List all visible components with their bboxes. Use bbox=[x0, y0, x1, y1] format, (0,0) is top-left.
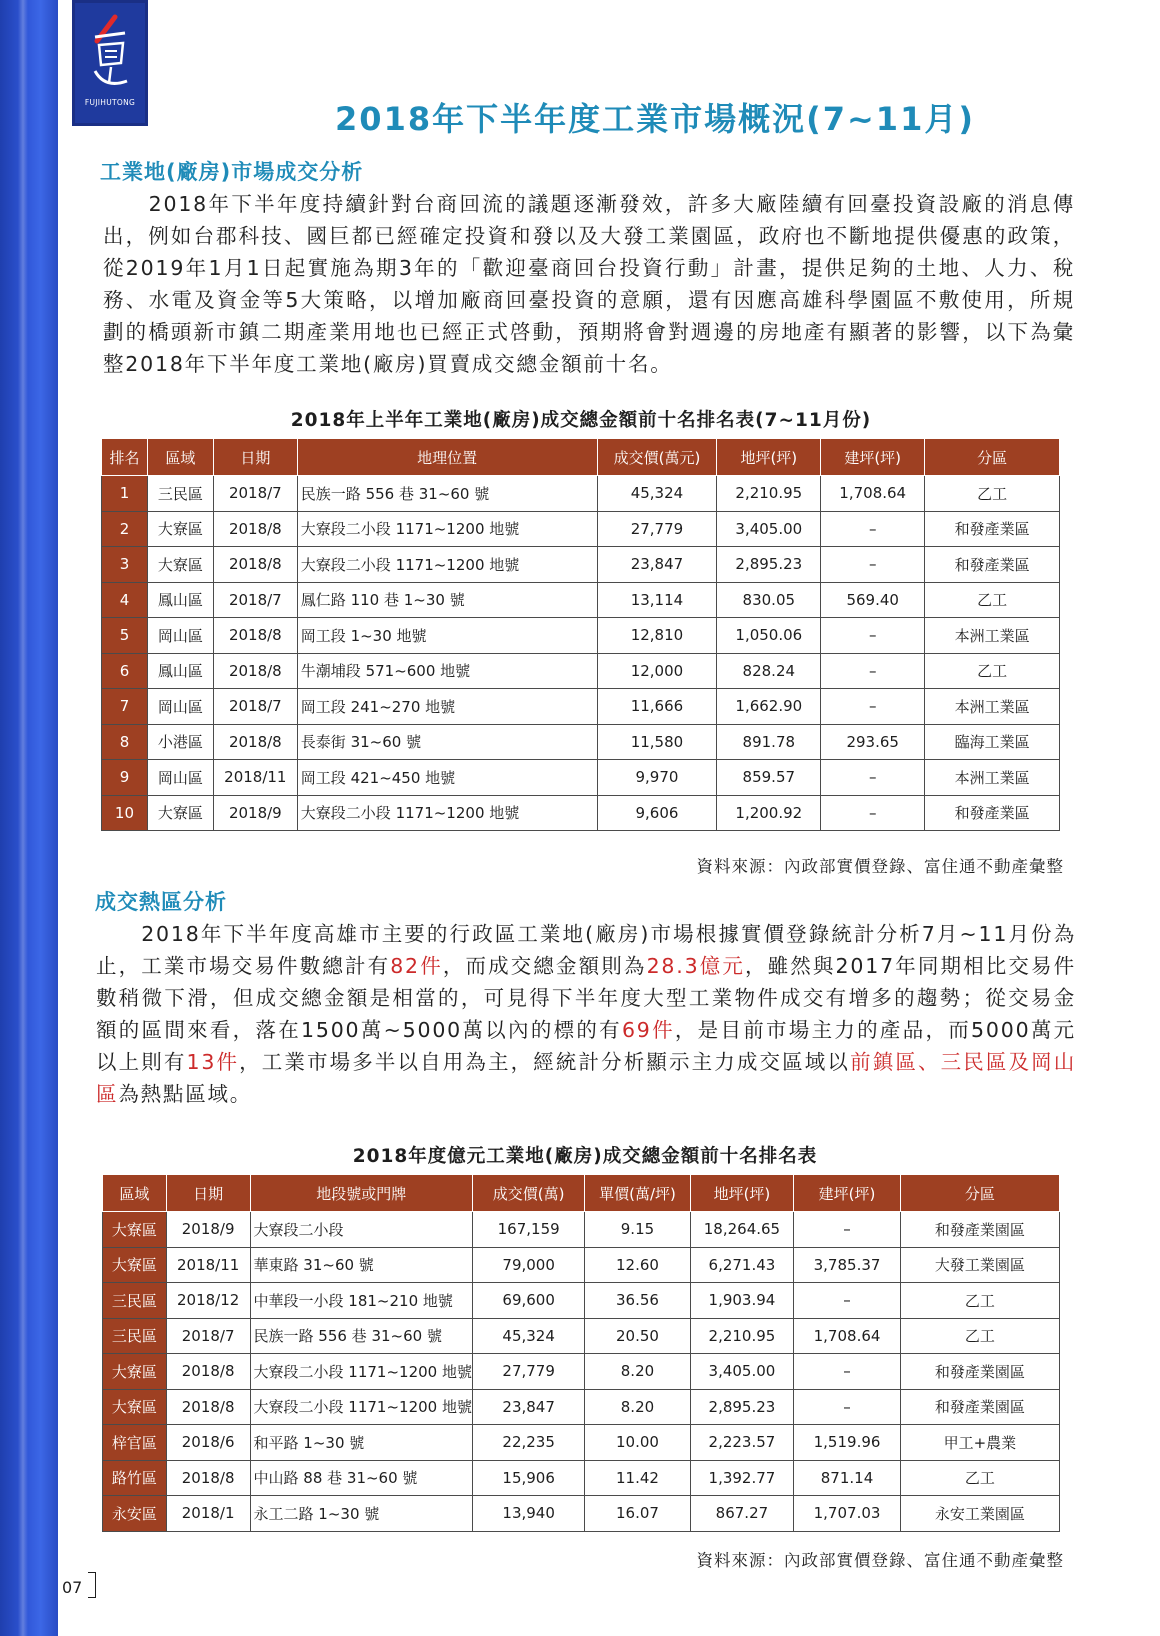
highlight-mid-range-count: 69件 bbox=[621, 1018, 675, 1042]
page-number-bracket bbox=[88, 1572, 96, 1598]
logo-text: FUJIHUTONG bbox=[84, 98, 136, 107]
hot-zone-paragraph: 2018年下半年度高雄市主要的行政區工業地(廠房)市場根據實價登錄統計分析7月~11月份為止，工業市場交易件數總計有82件，而成交總金額則為28.3億元，雖然與2017年同期相比交易件數稍微下滑，但成交總金額是相當的，可見得下半年度大型工業物件成交有增多的趨勢；從交易金額的區間來看，落在1500萬~5000萬以內的標的有69件，是目前市場主力的產品，而5000萬元以上則有13件，工業市場多半以自用為主，經統計分析顯示主力成交區域以前鎮區、三民區及岡山區為熱點區域。 bbox=[96, 922, 1076, 1106]
table-cell: 9.15 bbox=[585, 1212, 690, 1248]
table-cell: 10 bbox=[102, 795, 148, 831]
table-row bbox=[102, 795, 1060, 831]
table-row bbox=[103, 1389, 1060, 1425]
table-cell: 民族一路 556 巷 31~60 號 bbox=[297, 476, 597, 512]
table-header-cell: 地坪(坪) bbox=[690, 1175, 794, 1212]
table-cell: 2018/7 bbox=[166, 1318, 250, 1354]
table-cell: 11,666 bbox=[597, 689, 717, 725]
table-cell: 乙工 bbox=[925, 653, 1060, 689]
table-cell: 和發產業園區 bbox=[900, 1354, 1059, 1390]
table-header-cell: 排名 bbox=[102, 439, 148, 476]
table-cell: 2018/8 bbox=[213, 618, 297, 654]
table-header-cell: 日期 bbox=[213, 439, 297, 476]
table-cell: 2018/9 bbox=[213, 795, 297, 831]
table-row bbox=[103, 1247, 1060, 1283]
table-cell: 三民區 bbox=[147, 476, 213, 512]
table-cell: 3,405.00 bbox=[690, 1354, 794, 1390]
table-cell: 2018/7 bbox=[213, 689, 297, 725]
table-cell: 和發產業園區 bbox=[900, 1389, 1059, 1425]
table1-source: 資料來源：內政部實價登錄、富住通不動產彙整 bbox=[696, 857, 1064, 876]
table-cell: 8.20 bbox=[585, 1354, 690, 1390]
table-cell: 1,392.77 bbox=[690, 1460, 794, 1496]
table-header-cell: 單價(萬/坪) bbox=[585, 1175, 690, 1212]
table-cell: 16.07 bbox=[585, 1496, 690, 1532]
page-title: 2018年下半年度工業市場概況(7~11月) bbox=[335, 100, 975, 138]
highlight-total-amount: 28.3億元 bbox=[646, 954, 746, 978]
table-cell: 2018/1 bbox=[166, 1496, 250, 1532]
table-row bbox=[103, 1212, 1060, 1248]
table-row bbox=[103, 1460, 1060, 1496]
table-cell: 79,000 bbox=[472, 1247, 584, 1283]
table-cell: – bbox=[821, 547, 925, 583]
table-cell: 大寮段二小段 1171~1200 地號 bbox=[297, 547, 597, 583]
table-cell: 867.27 bbox=[690, 1496, 794, 1532]
table-cell: 20.50 bbox=[585, 1318, 690, 1354]
table-cell: 2018/7 bbox=[213, 582, 297, 618]
table-cell: 2018/8 bbox=[213, 653, 297, 689]
table-header-cell: 地理位置 bbox=[297, 439, 597, 476]
table-cell: 1,708.64 bbox=[821, 476, 925, 512]
table-cell: – bbox=[821, 618, 925, 654]
table-cell: – bbox=[821, 795, 925, 831]
table-cell: – bbox=[821, 653, 925, 689]
table-cell: 岡山區 bbox=[147, 689, 213, 725]
table-cell: 和發產業園區 bbox=[900, 1212, 1059, 1248]
table-cell: 大寮段二小段 bbox=[250, 1212, 472, 1248]
table-cell: 569.40 bbox=[821, 582, 925, 618]
highlight-case-count: 82件 bbox=[390, 954, 443, 978]
table2-source: 資料來源：內政部實價登錄、富住通不動產彙整 bbox=[696, 1551, 1064, 1570]
highlight-high-range-count: 13件 bbox=[186, 1050, 240, 1074]
logo-mark-icon bbox=[85, 11, 135, 95]
table-header-cell: 區域 bbox=[147, 439, 213, 476]
table-cell: 6,271.43 bbox=[690, 1247, 794, 1283]
table-header-cell: 建坪(坪) bbox=[821, 439, 925, 476]
billion-transactions-table bbox=[102, 1174, 1060, 1532]
table-cell: 乙工 bbox=[925, 582, 1060, 618]
table-cell: 2 bbox=[102, 511, 148, 547]
table-cell: 小港區 bbox=[147, 724, 213, 760]
table-cell: 2018/8 bbox=[166, 1354, 250, 1390]
table-cell: 大寮段二小段 1171~1200 地號 bbox=[250, 1354, 472, 1390]
table-cell: 1,200.92 bbox=[717, 795, 821, 831]
table-row bbox=[102, 476, 1060, 512]
table-cell: 長泰街 31~60 號 bbox=[297, 724, 597, 760]
table-cell: 永安區 bbox=[103, 1496, 167, 1532]
table-cell: 中山路 88 巷 31~60 號 bbox=[250, 1460, 472, 1496]
table-cell: 大寮段二小段 1171~1200 地號 bbox=[250, 1389, 472, 1425]
table-cell: – bbox=[821, 511, 925, 547]
table-cell: 大寮區 bbox=[103, 1354, 167, 1390]
table-cell: 乙工 bbox=[925, 476, 1060, 512]
table-row bbox=[102, 653, 1060, 689]
table-cell: 大發工業園區 bbox=[900, 1247, 1059, 1283]
table-cell: 岡山區 bbox=[147, 618, 213, 654]
left-decorative-bar bbox=[0, 0, 58, 1636]
table-cell: 永工二路 1~30 號 bbox=[250, 1496, 472, 1532]
table-cell: 5 bbox=[102, 618, 148, 654]
table-cell: 2,223.57 bbox=[690, 1425, 794, 1461]
table-row bbox=[102, 689, 1060, 725]
table-cell: – bbox=[794, 1283, 901, 1319]
table-cell: 9,970 bbox=[597, 760, 717, 796]
table-cell: 2,895.23 bbox=[717, 547, 821, 583]
table-cell: 2,210.95 bbox=[717, 476, 821, 512]
table-cell: 2018/9 bbox=[166, 1212, 250, 1248]
table-cell: 3 bbox=[102, 547, 148, 583]
table-cell: 12,810 bbox=[597, 618, 717, 654]
table-cell: 1,662.90 bbox=[717, 689, 821, 725]
table-cell: 2018/8 bbox=[166, 1460, 250, 1496]
page-number: 07 bbox=[62, 1578, 83, 1597]
table-cell: 本洲工業區 bbox=[925, 618, 1060, 654]
table-cell: 859.57 bbox=[717, 760, 821, 796]
table-cell: 45,324 bbox=[472, 1318, 584, 1354]
table-cell: 11,580 bbox=[597, 724, 717, 760]
table-cell: 13,940 bbox=[472, 1496, 584, 1532]
table-row bbox=[103, 1496, 1060, 1532]
table-cell: 2018/7 bbox=[213, 476, 297, 512]
table-header-cell: 建坪(坪) bbox=[794, 1175, 901, 1212]
table-cell: 1,050.06 bbox=[717, 618, 821, 654]
table-cell: 2018/8 bbox=[213, 724, 297, 760]
highlight-hot-districts: 前鎮區、三民區及岡山區 bbox=[96, 1050, 1076, 1106]
table-cell: 岡工段 241~270 地號 bbox=[297, 689, 597, 725]
table-cell: – bbox=[794, 1212, 901, 1248]
table-cell: 大寮區 bbox=[147, 795, 213, 831]
table-cell: 民族一路 556 巷 31~60 號 bbox=[250, 1318, 472, 1354]
table2-title: 2018年度億元工業地(廠房)成交總金額前十名排名表 bbox=[352, 1146, 818, 1167]
table-cell: 1,707.03 bbox=[794, 1496, 901, 1532]
table-cell: 69,600 bbox=[472, 1283, 584, 1319]
brand-logo bbox=[72, 0, 148, 126]
table-row bbox=[103, 1354, 1060, 1390]
table-cell: 和發產業區 bbox=[925, 547, 1060, 583]
table-cell: 13,114 bbox=[597, 582, 717, 618]
table-row bbox=[102, 582, 1060, 618]
table-row bbox=[103, 1283, 1060, 1319]
table-cell: 15,906 bbox=[472, 1460, 584, 1496]
table-cell: 18,264.65 bbox=[690, 1212, 794, 1248]
table-cell: 中華段一小段 181~210 地號 bbox=[250, 1283, 472, 1319]
table-cell: 2018/11 bbox=[213, 760, 297, 796]
table-row bbox=[103, 1318, 1060, 1354]
table-cell: 岡工段 1~30 地號 bbox=[297, 618, 597, 654]
table-cell: 乙工 bbox=[900, 1283, 1059, 1319]
table-cell: 12,000 bbox=[597, 653, 717, 689]
table-cell: 和發產業區 bbox=[925, 511, 1060, 547]
table-cell: 871.14 bbox=[794, 1460, 901, 1496]
table-cell: 臨海工業區 bbox=[925, 724, 1060, 760]
table-cell: 36.56 bbox=[585, 1283, 690, 1319]
table-cell: 1,708.64 bbox=[794, 1318, 901, 1354]
table-cell: 1,903.94 bbox=[690, 1283, 794, 1319]
table-row bbox=[103, 1425, 1060, 1461]
table-cell: – bbox=[821, 689, 925, 725]
table-cell: 2018/8 bbox=[166, 1389, 250, 1425]
table-cell: 三民區 bbox=[103, 1318, 167, 1354]
table-cell: 大寮區 bbox=[103, 1247, 167, 1283]
table-cell: 乙工 bbox=[900, 1318, 1059, 1354]
table-cell: 岡山區 bbox=[147, 760, 213, 796]
table-row bbox=[102, 760, 1060, 796]
section-heading-transaction-analysis: 工業地(廠房)市場成交分析 bbox=[100, 160, 364, 184]
table-cell: 7 bbox=[102, 689, 148, 725]
table-cell: 9,606 bbox=[597, 795, 717, 831]
table-cell: 2018/12 bbox=[166, 1283, 250, 1319]
table-row bbox=[102, 547, 1060, 583]
table-cell: 4 bbox=[102, 582, 148, 618]
table-cell: – bbox=[794, 1354, 901, 1390]
table-cell: 2018/8 bbox=[213, 547, 297, 583]
table-cell: 23,847 bbox=[472, 1389, 584, 1425]
table-header-cell: 區域 bbox=[103, 1175, 167, 1212]
table-cell: 甲工+農業 bbox=[900, 1425, 1059, 1461]
table-cell: 8 bbox=[102, 724, 148, 760]
table-cell: 3,405.00 bbox=[717, 511, 821, 547]
table-cell: 23,847 bbox=[597, 547, 717, 583]
table-header-cell: 成交價(萬元) bbox=[597, 439, 717, 476]
table-row bbox=[102, 724, 1060, 760]
section-heading-hot-zone: 成交熱區分析 bbox=[95, 890, 227, 914]
table-cell: 大寮區 bbox=[147, 547, 213, 583]
table-cell: 1,519.96 bbox=[794, 1425, 901, 1461]
table-cell: 路竹區 bbox=[103, 1460, 167, 1496]
table-cell: 大寮段二小段 1171~1200 地號 bbox=[297, 511, 597, 547]
table-cell: 2018/11 bbox=[166, 1247, 250, 1283]
table-cell: 和發產業區 bbox=[925, 795, 1060, 831]
table-cell: 9 bbox=[102, 760, 148, 796]
table-header-cell: 日期 bbox=[166, 1175, 250, 1212]
table-cell: 1 bbox=[102, 476, 148, 512]
table-row bbox=[102, 511, 1060, 547]
table-cell: 岡工段 421~450 地號 bbox=[297, 760, 597, 796]
table-cell: 12.60 bbox=[585, 1247, 690, 1283]
table-cell: 鳳山區 bbox=[147, 582, 213, 618]
table-cell: 2,895.23 bbox=[690, 1389, 794, 1425]
table-cell: – bbox=[821, 760, 925, 796]
table-cell: 牛潮埔段 571~600 地號 bbox=[297, 653, 597, 689]
table-cell: 2018/8 bbox=[213, 511, 297, 547]
table-cell: 梓官區 bbox=[103, 1425, 167, 1461]
table-header-cell: 分區 bbox=[925, 439, 1060, 476]
intro-paragraph: 2018年下半年度持續針對台商回流的議題逐漸發效，許多大廠陸續有回臺投資設廠的消息傳出，例如台郡科技、國巨都已經確定投資和發以及大發工業園區，政府也不斷地提供優惠的政策，從2019年1月1日起實施為期3年的「歡迎臺商回台投資行動」計畫，提供足夠的土地、人力、稅務、水電及資金等5大策略，以增加廠商回臺投資的意願，還有因應高雄科學園區不敷使用，所規劃的橋頭新市鎮二期產業用地也已經正式啓動，預期將會對週邊的房地產有顯著的影響，以下為彙整2018年下半年度工業地(廠房)買賣成交總金額前十名。 bbox=[103, 192, 1075, 376]
table-cell: 828.24 bbox=[717, 653, 821, 689]
table-cell: 27,779 bbox=[597, 511, 717, 547]
table-cell: 本洲工業區 bbox=[925, 760, 1060, 796]
table-cell: 鳳山區 bbox=[147, 653, 213, 689]
table-cell: 鳳仁路 110 巷 1~30 號 bbox=[297, 582, 597, 618]
table-cell: 大寮段二小段 1171~1200 地號 bbox=[297, 795, 597, 831]
table-cell: 891.78 bbox=[717, 724, 821, 760]
table-cell: 華東路 31~60 號 bbox=[250, 1247, 472, 1283]
table-cell: 3,785.37 bbox=[794, 1247, 901, 1283]
table-cell: 大寮區 bbox=[147, 511, 213, 547]
table-cell: 293.65 bbox=[821, 724, 925, 760]
table-cell: 167,159 bbox=[472, 1212, 584, 1248]
table-cell: 大寮區 bbox=[103, 1212, 167, 1248]
table-header-cell: 地坪(坪) bbox=[717, 439, 821, 476]
table-cell: 830.05 bbox=[717, 582, 821, 618]
table-header-cell: 成交價(萬) bbox=[472, 1175, 584, 1212]
table-cell: 8.20 bbox=[585, 1389, 690, 1425]
table-header-cell: 分區 bbox=[900, 1175, 1059, 1212]
table-cell: 27,779 bbox=[472, 1354, 584, 1390]
table-header-cell: 地段號或門牌 bbox=[250, 1175, 472, 1212]
table-cell: 2,210.95 bbox=[690, 1318, 794, 1354]
table-cell: – bbox=[794, 1389, 901, 1425]
table1-title: 2018年上半年工業地(廠房)成交總金額前十名排名表(7~11月份) bbox=[290, 410, 872, 431]
table-cell: 三民區 bbox=[103, 1283, 167, 1319]
table-cell: 45,324 bbox=[597, 476, 717, 512]
table-row bbox=[102, 618, 1060, 654]
table-cell: 11.42 bbox=[585, 1460, 690, 1496]
top10-transactions-table bbox=[101, 438, 1060, 831]
table-cell: 永安工業園區 bbox=[900, 1496, 1059, 1532]
table-cell: 大寮區 bbox=[103, 1389, 167, 1425]
table-cell: 10.00 bbox=[585, 1425, 690, 1461]
table-cell: 6 bbox=[102, 653, 148, 689]
table-cell: 和平路 1~30 號 bbox=[250, 1425, 472, 1461]
table-cell: 本洲工業區 bbox=[925, 689, 1060, 725]
table-cell: 乙工 bbox=[900, 1460, 1059, 1496]
table-cell: 22,235 bbox=[472, 1425, 584, 1461]
table-cell: 2018/6 bbox=[166, 1425, 250, 1461]
